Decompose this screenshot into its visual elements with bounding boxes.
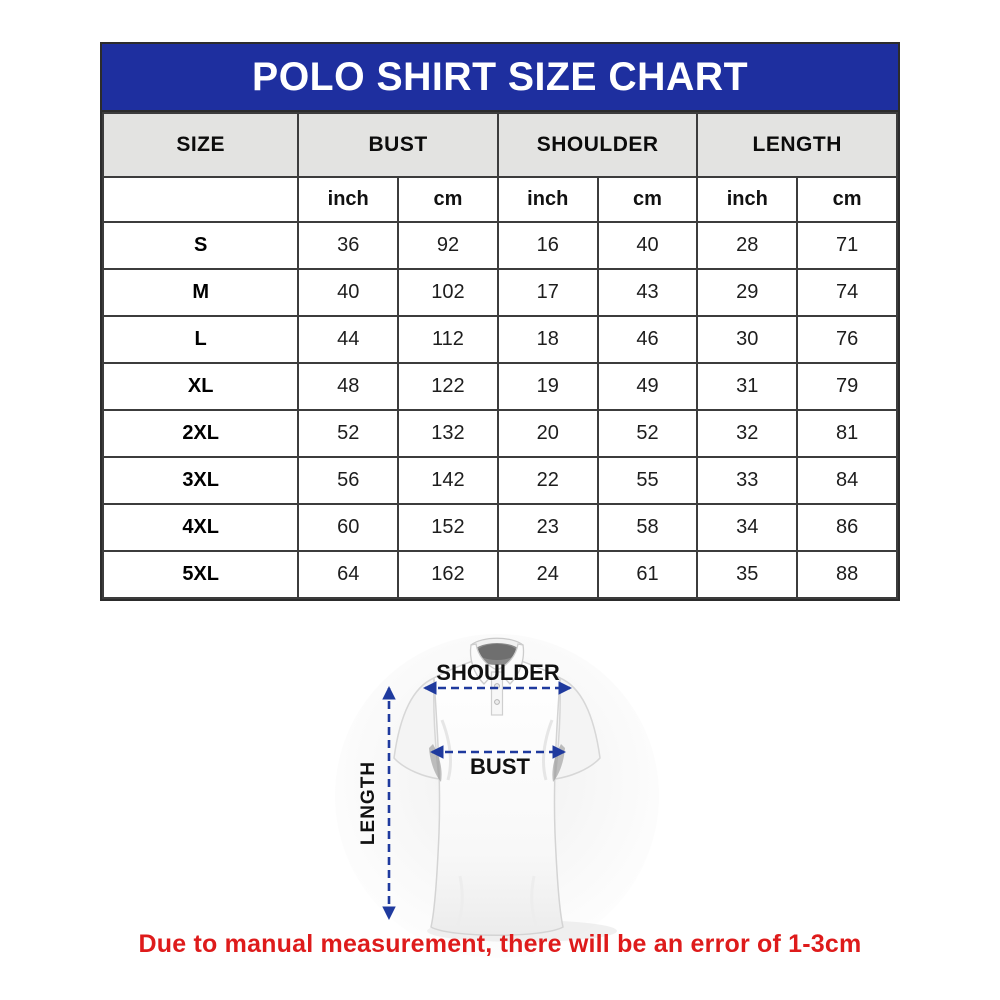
unit-header-shoulder-inch: inch: [498, 177, 598, 222]
value-cell: 84: [797, 457, 897, 504]
table-row-3xl: [103, 457, 897, 504]
table-row-4xl: [103, 504, 897, 551]
chart-title: POLO SHIRT SIZE CHART: [252, 54, 748, 99]
button: [495, 700, 500, 705]
value-cell: 142: [398, 457, 498, 504]
value-cell: 122: [398, 363, 498, 410]
value-cell: 162: [398, 551, 498, 598]
value-cell: 40: [298, 269, 398, 316]
value-cell: 31: [697, 363, 797, 410]
value-cell: 61: [598, 551, 698, 598]
unit-header-length-inch: inch: [697, 177, 797, 222]
value-cell: 43: [598, 269, 698, 316]
value-cell: 44: [298, 316, 398, 363]
col-header-size: SIZE: [103, 113, 298, 177]
size-cell: M: [103, 269, 298, 316]
value-cell: 58: [598, 504, 698, 551]
size-cell: 3XL: [103, 457, 298, 504]
value-cell: 76: [797, 316, 897, 363]
value-cell: 52: [298, 410, 398, 457]
value-cell: 79: [797, 363, 897, 410]
value-cell: 52: [598, 410, 698, 457]
value-cell: 92: [398, 222, 498, 269]
col-header-shoulder: SHOULDER: [498, 113, 698, 177]
value-cell: 34: [697, 504, 797, 551]
value-cell: 81: [797, 410, 897, 457]
size-cell: 5XL: [103, 551, 298, 598]
unit-header-bust-cm: cm: [398, 177, 498, 222]
value-cell: 48: [298, 363, 398, 410]
value-cell: 24: [498, 551, 598, 598]
value-cell: 17: [498, 269, 598, 316]
value-cell: 33: [697, 457, 797, 504]
size-cell: XL: [103, 363, 298, 410]
length-label: LENGTH: [358, 760, 379, 846]
col-header-bust: BUST: [298, 113, 498, 177]
value-cell: 56: [298, 457, 398, 504]
value-cell: 30: [697, 316, 797, 363]
size-cell: 4XL: [103, 504, 298, 551]
size-table: [102, 112, 898, 599]
value-cell: 28: [697, 222, 797, 269]
value-cell: 102: [398, 269, 498, 316]
table-row-s: [103, 222, 897, 269]
bust-label: BUST: [470, 754, 530, 779]
col-header-length: LENGTH: [697, 113, 897, 177]
shoulder-label: SHOULDER: [436, 660, 560, 685]
value-cell: 23: [498, 504, 598, 551]
value-cell: 132: [398, 410, 498, 457]
value-cell: 88: [797, 551, 897, 598]
size-chart: [100, 42, 900, 601]
value-cell: 60: [298, 504, 398, 551]
unit-header-bust-inch: inch: [298, 177, 398, 222]
table-row-2xl: [103, 410, 897, 457]
table-row-m: [103, 269, 897, 316]
size-cell: S: [103, 222, 298, 269]
value-cell: 40: [598, 222, 698, 269]
value-cell: 36: [298, 222, 398, 269]
measurement-disclaimer: Due to manual measurement, there will be an error of 1-3cm: [138, 930, 862, 958]
value-cell: 20: [498, 410, 598, 457]
value-cell: 29: [697, 269, 797, 316]
value-cell: 55: [598, 457, 698, 504]
value-cell: 152: [398, 504, 498, 551]
value-cell: 16: [498, 222, 598, 269]
value-cell: 22: [498, 457, 598, 504]
value-cell: 18: [498, 316, 598, 363]
value-cell: 32: [697, 410, 797, 457]
unit-header-row: [103, 177, 897, 222]
value-cell: 86: [797, 504, 897, 551]
unit-header-length-cm: cm: [797, 177, 897, 222]
unit-header-shoulder-cm: cm: [598, 177, 698, 222]
value-cell: 112: [398, 316, 498, 363]
measurement-diagram: [330, 628, 670, 958]
group-header-row: [103, 113, 897, 177]
value-cell: 64: [298, 551, 398, 598]
size-cell: L: [103, 316, 298, 363]
table-row-l: [103, 316, 897, 363]
chart-title-bar: [102, 44, 898, 112]
value-cell: 35: [697, 551, 797, 598]
polo-shirt-illustration: [330, 628, 670, 958]
size-cell: 2XL: [103, 410, 298, 457]
value-cell: 19: [498, 363, 598, 410]
neck-opening-inner: [477, 644, 517, 660]
value-cell: 71: [797, 222, 897, 269]
value-cell: 49: [598, 363, 698, 410]
table-row-xl: [103, 363, 897, 410]
value-cell: 46: [598, 316, 698, 363]
value-cell: 74: [797, 269, 897, 316]
table-row-5xl: [103, 551, 897, 598]
unit-header-blank: [103, 177, 298, 222]
